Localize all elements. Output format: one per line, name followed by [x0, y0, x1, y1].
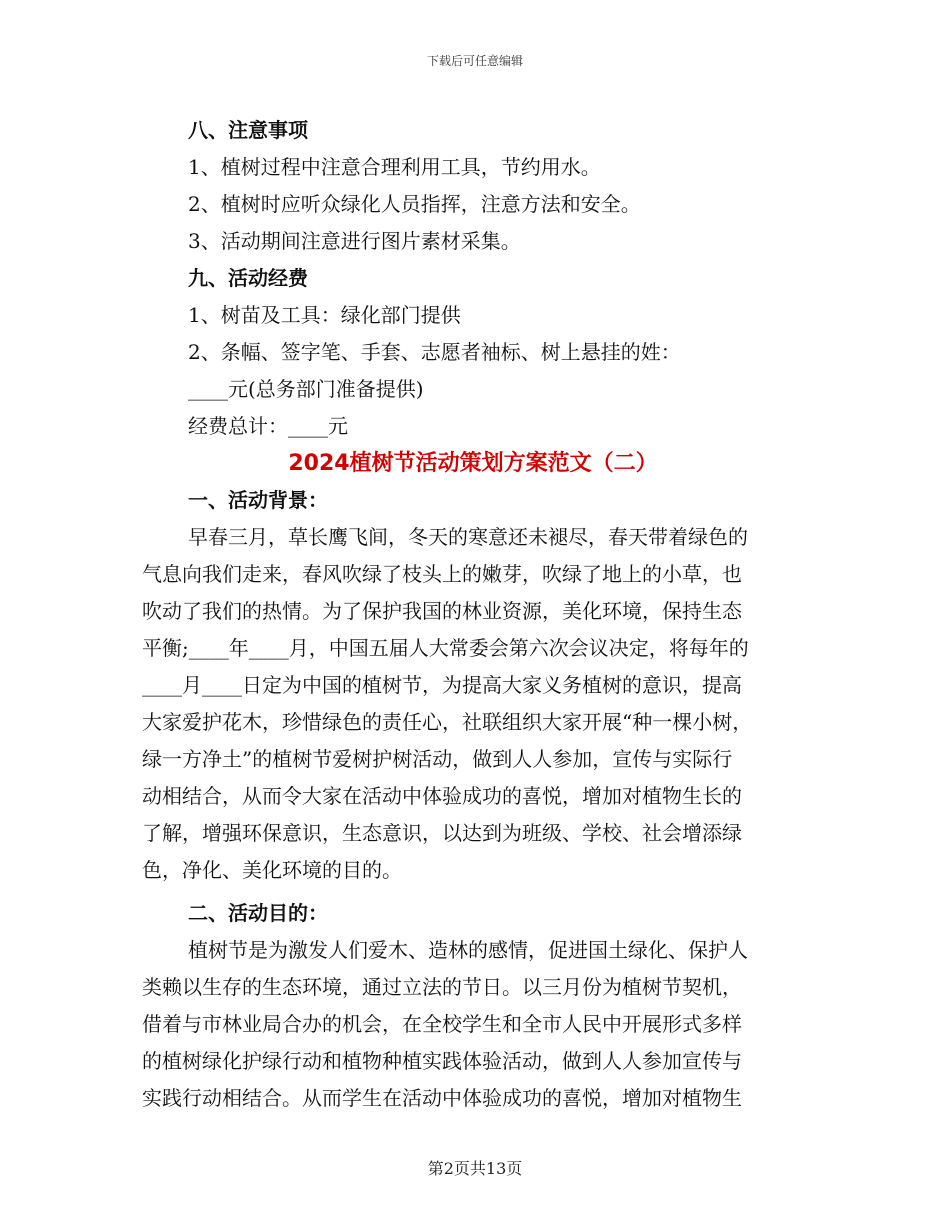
text-line: 平衡;____年____月，中国五届人大常委会第六次会议决定，将每年的 — [142, 636, 749, 660]
text-line: 类赖以生存的生态环境，通过立法的节日。以三月份为植树节契机， — [142, 975, 742, 999]
text-line: 色，净化、美化环境的目的。 — [142, 858, 402, 882]
text-line: 吹动了我们的热情。为了保护我国的林业资源，美化环境，保持生态 — [142, 599, 742, 623]
section-heading-background: 一、活动背景： — [188, 488, 328, 512]
list-item: 1、植树过程中注意合理利用工具，节约用水。 — [188, 155, 601, 179]
text-line: 大家爱护花木，珍惜绿色的责任心，社联组织大家开展“种一棵小树， — [142, 710, 753, 734]
text-line: 气息向我们走来，春风吹绿了枝头上的嫩芽，吹绿了地上的小草，也 — [142, 562, 742, 586]
text-line: 动相结合，从而令大家在活动中体验成功的喜悦，增加对植物生长的 — [142, 784, 742, 808]
paragraph-background — [142, 519, 804, 889]
text-line: 了解，增强环保意识，生态意识，以达到为班级、学校、社会增添绿 — [142, 821, 742, 845]
text-line: 实践行动相结合。从而学生在活动中体验成功的喜悦，增加对植物生 — [142, 1086, 742, 1110]
text-line: 绿一方净土”的植树节爱树护树活动，做到人人参加，宣传与实际行 — [142, 747, 733, 771]
list-item: 2、条幅、签字笔、手套、志愿者袖标、树上悬挂的姓： — [188, 340, 681, 364]
text-line: ____月____日定为中国的植树节，为提高大家义务植树的意识，提高 — [142, 673, 742, 697]
list-item: 2、植树时应听众绿化人员指挥，注意方法和安全。 — [188, 192, 641, 216]
page-header: 下载后可任意编辑 — [426, 54, 523, 68]
list-item: 3、活动期间注意进行图片素材采集。 — [188, 229, 521, 253]
text-line: 借着与市林业局合办的机会，在全校学生和全市人民中开展形式多样 — [142, 1012, 742, 1036]
budget-total: 经费总计：____元 — [188, 414, 348, 438]
text-line: 的植树绿化护绿行动和植物种植实践体验活动，做到人人参加宣传与 — [142, 1049, 742, 1073]
list-item: 1、树苗及工具：绿化部门提供 — [188, 303, 461, 327]
page-footer: 第2页共13页 — [427, 1159, 523, 1178]
document-title: 2024植树节活动策划方案范文（二） — [288, 451, 658, 476]
section-heading-precautions: 八、注意事项 — [188, 118, 308, 142]
list-item: ____元(总务部门准备提供) — [188, 377, 424, 401]
text-line: 早春三月，草长鹰飞间，冬天的寒意还未褪尽，春天带着绿色的 — [188, 525, 748, 549]
section-heading-purpose: 二、活动目的： — [188, 901, 328, 925]
paragraph-purpose — [142, 932, 804, 1117]
document-body — [142, 112, 804, 1117]
section-heading-budget: 九、活动经费 — [188, 266, 308, 290]
text-line: 植树节是为激发人们爱木、造林的感情，促进国土绿化、保护人 — [188, 938, 748, 962]
